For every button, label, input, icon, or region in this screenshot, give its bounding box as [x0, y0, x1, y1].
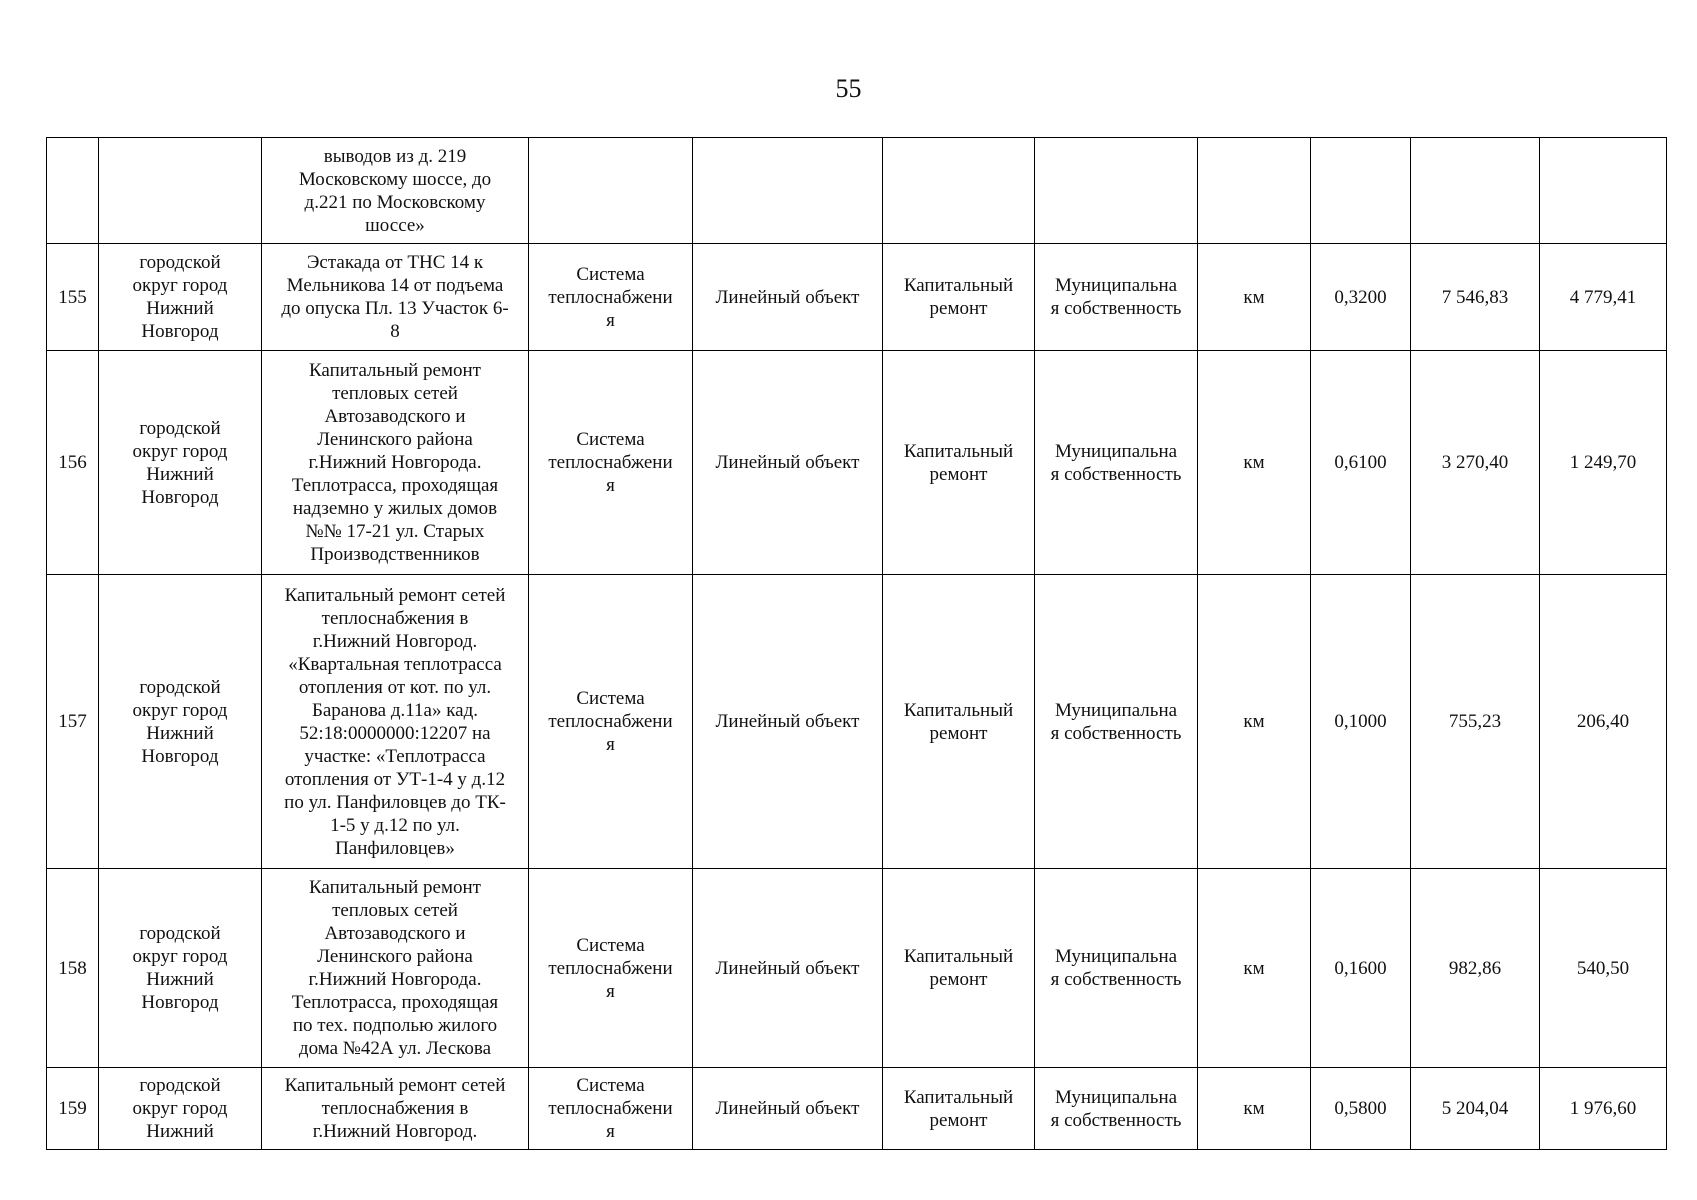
cell-system: Система теплоснабжени я [529, 1068, 693, 1150]
table-row [47, 1068, 1667, 1150]
cell-number: 156 [47, 351, 99, 575]
page-number: 55 [835, 74, 862, 103]
cell-number: 158 [47, 869, 99, 1068]
cell-quantity: 0,1600 [1311, 869, 1411, 1068]
cell-work-type: Капитальный ремонт [883, 869, 1035, 1068]
cell-number [47, 138, 99, 244]
cell-number: 159 [47, 1068, 99, 1150]
cell-object-type: Линейный объект [693, 575, 883, 869]
cell-work-type: Капитальный ремонт [883, 1068, 1035, 1150]
cell-object-name: Капитальный ремонт тепловых сетей Автозаводского и Ленинского района г.Нижний Новгорода. Теплотрасса, проходящая по тех. подполью жилого дома №42А ул. Лескова [262, 869, 529, 1068]
cell-value-2: 4 779,41 [1540, 244, 1667, 351]
cell-quantity: 0,3200 [1311, 244, 1411, 351]
cell-system: Система теплоснабжени я [529, 351, 693, 575]
table-row [47, 575, 1667, 869]
table-row [47, 869, 1667, 1068]
cell-object-type: Линейный объект [693, 244, 883, 351]
cell-work-type: Капитальный ремонт [883, 575, 1035, 869]
cell-object-name: Капитальный ремонт сетей теплоснабжения в г.Нижний Новгород. «Квартальная теплотрасса отопления от кот. по ул. Баранова д.11а» кад. 52:18:0000000:12207 на участке: «Теплотрасса отопления от УТ-1-4 у д.12 по ул. Панфиловцев до ТК- 1-5 у д.12 по ул. Панфиловцев» [262, 575, 529, 869]
cell-unit: км [1198, 575, 1311, 869]
cell-value-2: 206,40 [1540, 575, 1667, 869]
cell-work-type: Капитальный ремонт [883, 244, 1035, 351]
cell-object-name: выводов из д. 219 Московскому шоссе, до д.221 по Московскому шоссе» [262, 138, 529, 244]
table-row [47, 244, 1667, 351]
cell-object-type: Линейный объект [693, 869, 883, 1068]
cell-number: 155 [47, 244, 99, 351]
cell-object-name: Капитальный ремонт тепловых сетей Автозаводского и Ленинского района г.Нижний Новгорода. Теплотрасса, проходящая надземно у жилых домов №№ 17-21 ул. Старых Производственников [262, 351, 529, 575]
cell-value-2: 1 249,70 [1540, 351, 1667, 575]
cell-object-name: Капитальный ремонт сетей теплоснабжения в г.Нижний Новгород. [262, 1068, 529, 1150]
cell-ownership: Муниципальна я собственность [1035, 1068, 1198, 1150]
cell-municipality: городской округ город Нижний Новгород [99, 351, 262, 575]
register-table [46, 137, 1667, 1150]
cell-unit [1198, 138, 1311, 244]
cell-quantity: 0,5800 [1311, 1068, 1411, 1150]
cell-work-type: Капитальный ремонт [883, 351, 1035, 575]
cell-system: Система теплоснабжени я [529, 575, 693, 869]
cell-value-1: 982,86 [1411, 869, 1540, 1068]
cell-value-1: 5 204,04 [1411, 1068, 1540, 1150]
cell-quantity: 0,6100 [1311, 351, 1411, 575]
cell-municipality: городской округ город Нижний Новгород [99, 869, 262, 1068]
cell-system: Система теплоснабжени я [529, 244, 693, 351]
table-row [47, 351, 1667, 575]
cell-number: 157 [47, 575, 99, 869]
cell-system [529, 138, 693, 244]
cell-unit: км [1198, 869, 1311, 1068]
cell-value-2: 1 976,60 [1540, 1068, 1667, 1150]
cell-unit: км [1198, 351, 1311, 575]
cell-value-1: 7 546,83 [1411, 244, 1540, 351]
cell-quantity: 0,1000 [1311, 575, 1411, 869]
cell-object-type [693, 138, 883, 244]
cell-work-type [883, 138, 1035, 244]
cell-value-1: 755,23 [1411, 575, 1540, 869]
cell-ownership: Муниципальна я собственность [1035, 244, 1198, 351]
cell-municipality [99, 138, 262, 244]
cell-object-type: Линейный объект [693, 1068, 883, 1150]
cell-unit: км [1198, 244, 1311, 351]
cell-municipality: городской округ город Нижний Новгород [99, 575, 262, 869]
cell-ownership [1035, 138, 1198, 244]
cell-ownership: Муниципальна я собственность [1035, 869, 1198, 1068]
cell-municipality: городской округ город Нижний [99, 1068, 262, 1150]
table-row [47, 138, 1667, 244]
cell-quantity [1311, 138, 1411, 244]
cell-value-1: 3 270,40 [1411, 351, 1540, 575]
cell-value-2: 540,50 [1540, 869, 1667, 1068]
cell-value-1 [1411, 138, 1540, 244]
cell-ownership: Муниципальна я собственность [1035, 575, 1198, 869]
cell-system: Система теплоснабжени я [529, 869, 693, 1068]
cell-object-type: Линейный объект [693, 351, 883, 575]
cell-object-name: Эстакада от ТНС 14 к Мельникова 14 от подъема до опуска Пл. 13 Участок 6- 8 [262, 244, 529, 351]
cell-ownership: Муниципальна я собственность [1035, 351, 1198, 575]
cell-unit: км [1198, 1068, 1311, 1150]
cell-value-2 [1540, 138, 1667, 244]
cell-municipality: городской округ город Нижний Новгород [99, 244, 262, 351]
